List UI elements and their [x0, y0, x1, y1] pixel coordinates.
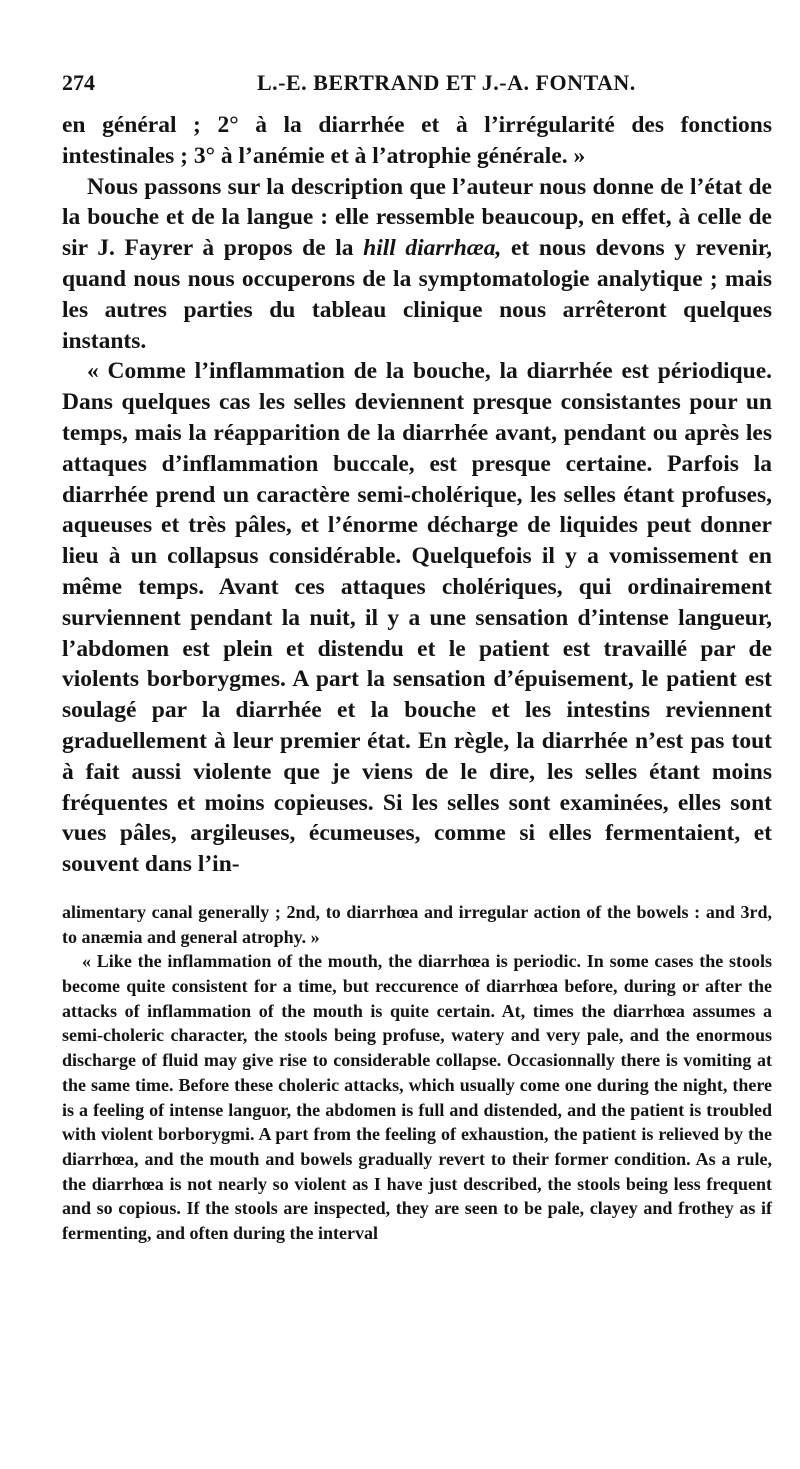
page-header [62, 70, 772, 104]
paragraph-2-end: et nous devons y revenir, quand nous nous occuperons de la symptomatologie analytique ; mais les autres parties du tableau clinique nous arrêteront quelques instants. [62, 235, 772, 354]
paragraph-3: « Comme l’inflammation de la bouche, la diarrhée est périodique. Dans quelques cas les selles deviennent presque consistantes pour un temps, mais la réapparition de la diarrhée avant, pendant ou après les attaques d’inflammation buccale, est presque certaine. Parfois la diarrhée prend un caractère semi-cholérique, les selles étant profuses, aqueuses et très pâles, et l’énorme décharge de liquides peut donner lieu à un collapsus considérable. Quelquefois il y a vomissement en même temps. Avant ces attaques cholériques, qui ordinairement surviennent pendant la nuit, il y a une sensation d’intense langueur, l’abdomen est plein et distendu et le patient est travaillé par de violents borborygmes. A part la sensation d’épuisement, le patient est soulagé par la diarrhée et la bouche et les intestins reviennent graduellement à leur premier état. En règle, la diarrhée n’est pas tout à fait aussi violente que je viens de le dire, les selles étant moins fréquentes et moins copieuses. Si les selles sont examinées, elles sont vues pâles, argileuses, écumeuses, comme si elles fermentaient, et souvent dans l’in- [62, 358, 772, 878]
footnote-separator [62, 880, 772, 900]
book-page [62, 70, 772, 1246]
footnote-paragraph-1: alimentary canal generally ; 2nd, to diarrhœa and irregular action of the bowels : and 3rd, to anæmia and general atrophy. » [62, 901, 772, 947]
paragraph-2-start: Nous passons sur la description que l’auteur nous donne de l’état de la bouche et de la langue : elle ressemble beaucoup, en effet, à celle de sir J. Fayrer à propos de la [62, 173, 772, 262]
footnote-paragraph-2: « Like the inflammation of the mouth, the diarrhœa is periodic. In some cases the stools become quite consistent for a time, but reccurence of diarrhœa before, during or after the attacks of inflammation of the mouth is quite certain. At, times the diarrhœa assumes a semi-choleric character, the stools being profuse, watery and very pale, and the enormous discharge of fluid may give rise to considerable collapse. Occasionnally there is vomiting at the same time. Before these choleric attacks, which usually come one during the night, there is a feeling of intense languor, the abdomen is full and distended, and the patient is troubled with violent borborygmi. A part from the feeling of exhaustion, the patient is relieved by the diarrhœa, and the mouth and bowels gradually revert to their former condition. As a rule, the diarrhœa is not nearly so violent as I have just described, the stools being less frequent and so copious. If the stools are inspected, they are seen to be pale, clayey and frothey as if fermenting, and often during the interval [62, 951, 772, 1244]
running-title: L.-E. BERTRAND ET J.-A. FONTAN. [257, 70, 636, 95]
paragraph-2-italic: hill diarrhæa, [363, 235, 502, 262]
paragraph-2 [62, 172, 772, 357]
main-text [62, 110, 772, 880]
page-number: 274 [62, 70, 95, 95]
footnote [62, 900, 772, 1246]
paragraph-1: en général ; 2° à la diarrhée et à l’irrégularité des fonctions intestinales ; 3° à l’anémie et à l’atrophie générale. » [62, 112, 772, 169]
